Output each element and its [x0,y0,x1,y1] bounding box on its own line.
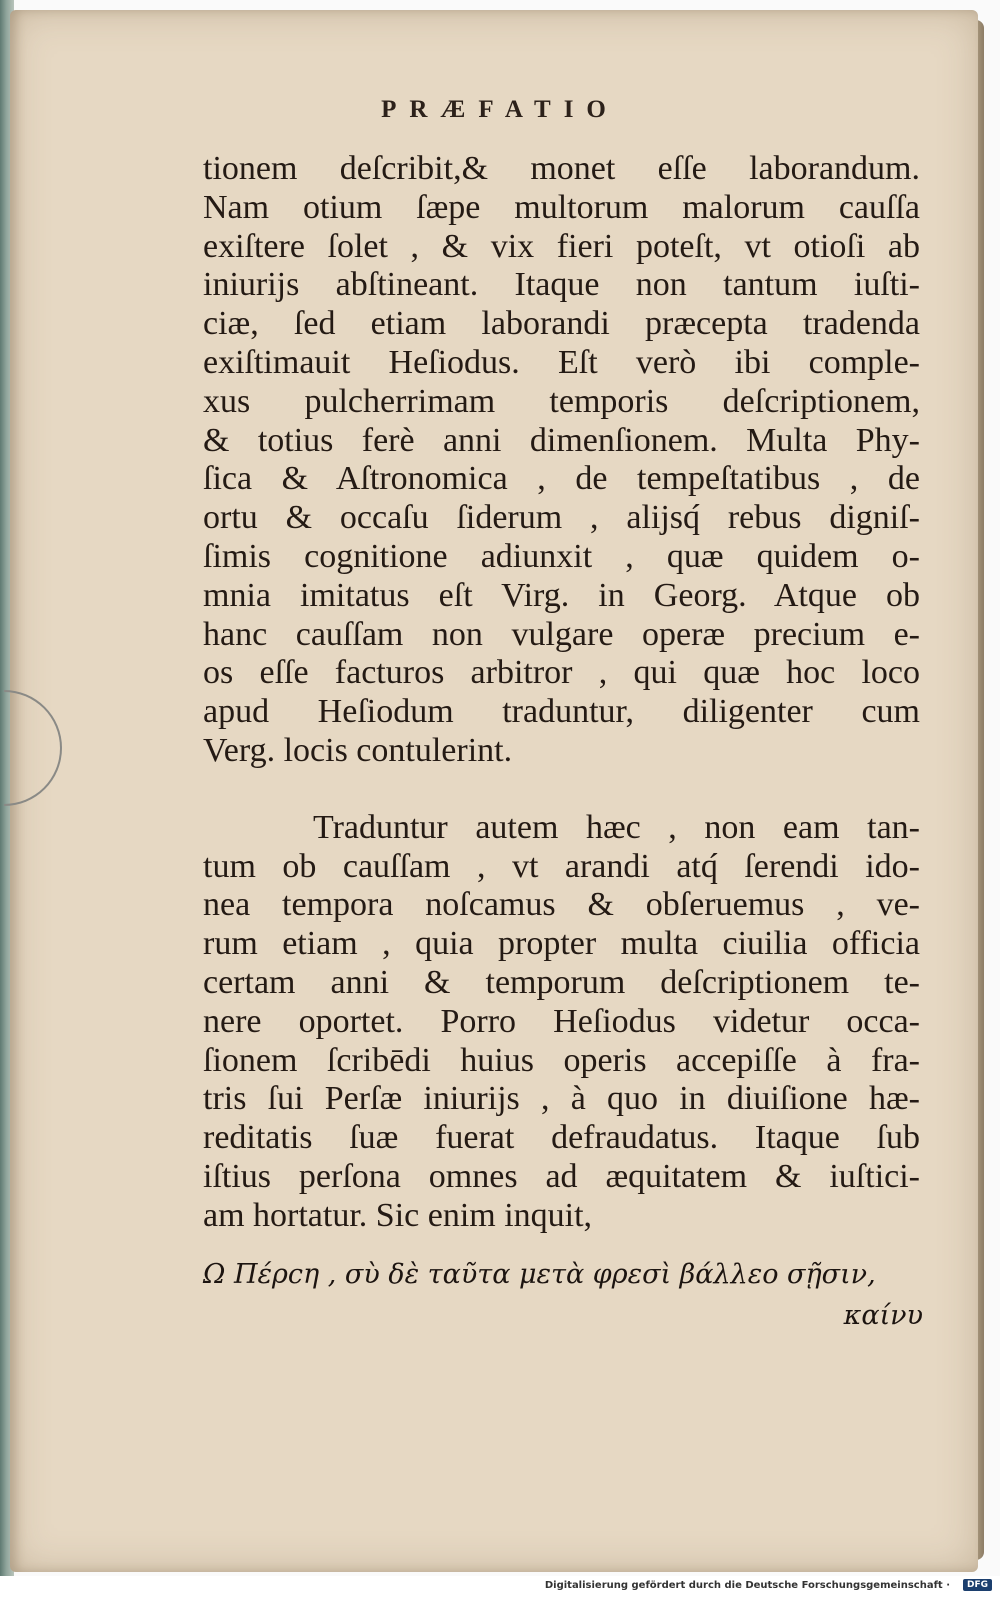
text-line: ſionem ſcribēdi huius operis accepiſſe à fra- [203,1041,920,1079]
text-line: iniurijs abſtineant. Itaque non tantum iuſti- [203,266,920,304]
text-line: nea tempora noſcamus & obſeruemus , ve- [203,886,920,924]
text-line: Traduntur autem hæc , non eam tan- [313,808,920,846]
clasp-ring [4,690,62,806]
text-line: os eſſe facturos arbitror , qui quæ hoc loco [203,654,920,692]
footer-credit: Digitalisierung gefördert durch die Deutsche Forschungsgemeinschaft · [544,1580,950,1591]
text-line: am hortatur. Sic enim inquit, [203,1196,593,1234]
text-line: mnia imitatus eſt Virg. in Georg. Atque ob [203,576,920,614]
text-line: iſtius perſona omnes ad æquitatem & iuſtici- [203,1157,920,1195]
running-head: PRÆFATIO [381,96,619,123]
text-line: apud Heſiodum traduntur, diligenter cum [203,693,920,731]
text-line: tris ſui Perſæ iniurijs , à quo in diuiſione hæ- [203,1080,920,1118]
greek-line: Ω Πέρϲη , σὺ δὲ ταῦτα μετὰ φρεσὶ βάλλεο σῇσιν, [203,1259,876,1290]
text-line: ciæ, ſed etiam laborandi præcepta tradenda [203,305,920,343]
catchword: καίνυ [843,1300,923,1331]
text-line: hanc cauſſam non vulgare operæ precium e- [203,615,920,653]
text-line: certam anni & temporum deſcriptionem te- [203,963,920,1001]
text-line: rum etiam , quia propter multa ciuilia officia [203,925,920,963]
greek-quotation [203,1254,923,1336]
text-line: exiſtere ſolet , & vix fieri poteſt, vt otioſi ab [203,227,920,265]
text-line: ſica & Aſtronomica , de tempeſtatibus , de [203,460,920,498]
text-line: exiſtimauit Heſiodus. Eſt verò ibi comple- [203,343,920,381]
text-line: ſimis cognitione adiunxit , quæ quidem o- [203,537,920,575]
text-line: xus pulcherrimam temporis deſcriptionem, [203,382,920,420]
text-line: tionem deſcribit,& monet eſſe laborandum. [203,150,920,187]
dfg-logo: DFG [963,1579,992,1591]
text-line: tum ob cauſſam , vt arandi atq́ ſerendi ido- [203,847,920,885]
text-line: nere oportet. Porro Heſiodus videtur occa- [203,1002,920,1040]
digitization-footer [0,1576,1000,1598]
text-line: Verg. locis contulerint. [203,731,513,769]
text-line: Nam otium ſæpe multorum malorum cauſſa [203,188,920,226]
text-line: ortu & occaſu ſiderum , alijsq́ rebus digniſ- [203,499,920,537]
text-line: & totius ferè anni dimenſionem. Multa Phy- [203,421,920,459]
text-line: reditatis ſuæ fuerat defraudatus. Itaque ſub [203,1119,920,1157]
body-text [203,150,920,1236]
